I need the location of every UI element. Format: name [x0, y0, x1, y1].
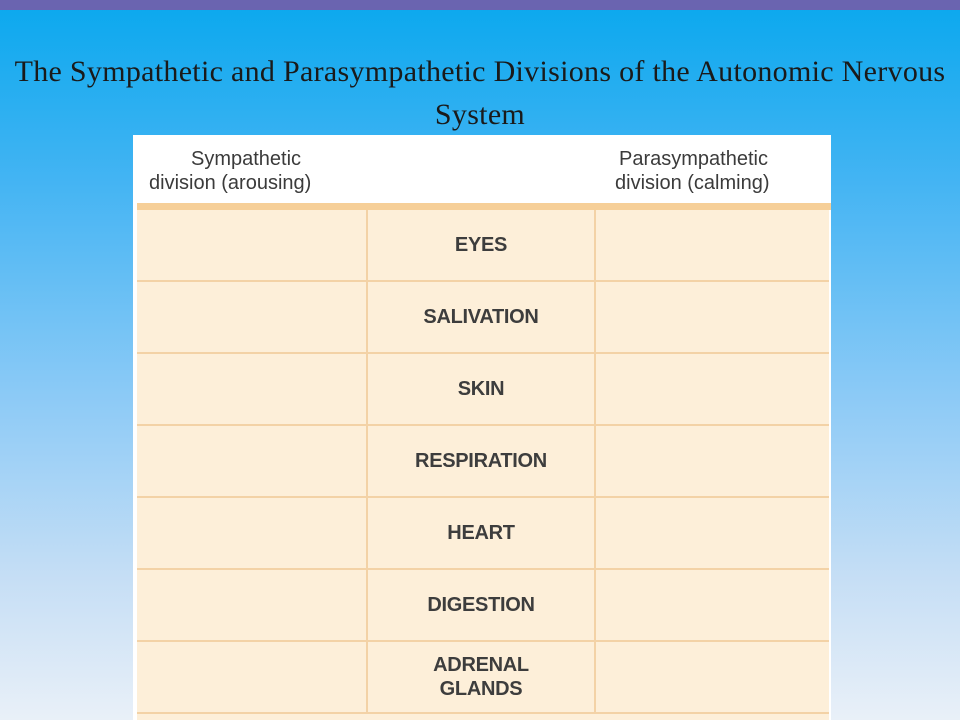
parasympathetic-cell [596, 426, 829, 498]
sympathetic-cell [137, 642, 368, 714]
parasympathetic-header-line-1: Parasympathetic [619, 148, 768, 170]
organ-cell [368, 642, 596, 714]
parasympathetic-cell [596, 570, 829, 642]
sympathetic-cell [137, 210, 368, 282]
table-row [137, 282, 829, 354]
parasympathetic-header [615, 147, 770, 195]
organ-cell [368, 354, 596, 426]
parasympathetic-cell [596, 642, 829, 714]
header-divider [137, 203, 831, 210]
top-accent-bar [0, 0, 960, 10]
sympathetic-cell [137, 282, 368, 354]
sympathetic-header-line-2: division (arousing) [149, 172, 312, 194]
table-row [137, 210, 829, 282]
table-row [137, 426, 829, 498]
table-row [137, 642, 829, 714]
sympathetic-header [149, 147, 311, 195]
organ-label: DIGESTION [427, 594, 535, 616]
organ-cell [368, 282, 596, 354]
sympathetic-cell [137, 426, 368, 498]
table-row [137, 498, 829, 570]
sympathetic-cell [137, 498, 368, 570]
parasympathetic-cell [596, 354, 829, 426]
parasympathetic-cell [596, 282, 829, 354]
organ-cell [368, 570, 596, 642]
organ-label: SALIVATION [423, 306, 539, 328]
organ-label: HEART [447, 522, 515, 544]
organ-cell [368, 210, 596, 282]
organ-label: RESPIRATION [415, 450, 547, 472]
organ-label: SKIN [457, 378, 505, 400]
parasympathetic-cell [596, 210, 829, 282]
sympathetic-cell [137, 354, 368, 426]
organ-label: EYES [454, 234, 508, 256]
sympathetic-header-line-1: Sympathetic [191, 148, 302, 170]
table-body [137, 210, 829, 720]
slide-title: The Sympathetic and Parasympathetic Divisions of the Autonomic Nervous System [14, 55, 946, 131]
parasympathetic-header-line-2: division (calming) [615, 172, 770, 194]
table-row [137, 354, 829, 426]
sympathetic-cell [137, 570, 368, 642]
parasympathetic-cell [596, 498, 829, 570]
comparison-table-figure [133, 135, 831, 720]
organ-label: ADRENAL GLANDS [433, 654, 529, 700]
table-header [133, 135, 831, 205]
organ-cell [368, 498, 596, 570]
organ-cell [368, 426, 596, 498]
table-row [137, 570, 829, 642]
